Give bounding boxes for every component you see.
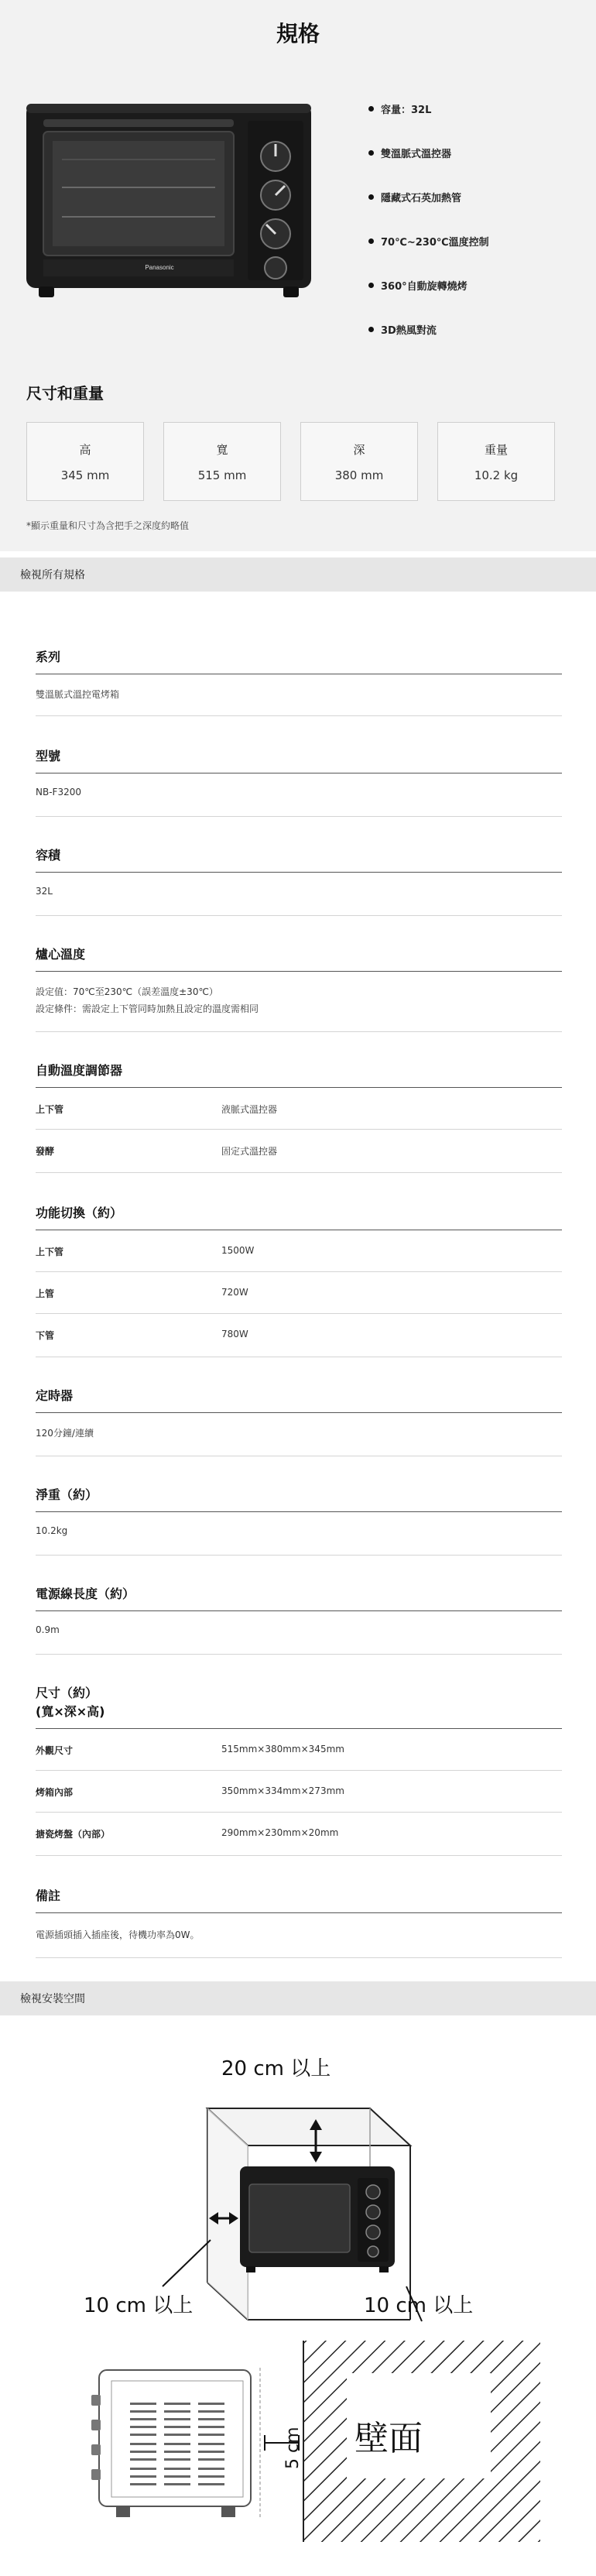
spec-label: 上下管 [36,1104,64,1115]
divider [36,1610,562,1611]
spec-value-model: NB-F3200 [36,787,81,797]
divider [36,872,562,873]
spec-label: 烤箱內部 [36,1787,74,1798]
spec-title-size-sub: (寬×深×高) [36,1704,105,1719]
dimensions-title: 尺寸和重量 [26,384,104,403]
oven-image [22,101,316,306]
dimension-card-height: 高 345 mm [26,422,144,501]
right-clearance-label: 10 cm 以上 [364,2294,474,2317]
spec-label: 搪瓷烤盤（內部） [36,1829,111,1840]
spec-label: 發酵 [36,1146,55,1157]
spec-overview [0,0,596,551]
divider [36,1087,562,1088]
spec-title-capacity: 容積 [36,848,61,863]
dimension-card-depth: 深 380 mm [300,422,418,501]
view-all-specs-toggle[interactable]: 檢視所有規格 [0,557,596,592]
feature-list [368,87,585,352]
spec-value: 515mm×380mm×345mm [221,1744,344,1754]
feature-item: 容量：32L [368,87,585,131]
spec-value: 液脈式溫控器 [221,1104,278,1115]
feature-item: 70℃~230℃溫度控制 [368,219,585,263]
spec-value-temperature-2: 設定條件：需設定上下管同時加熱且設定的溫度需相同 [36,1003,259,1014]
divider [36,1654,562,1655]
spec-label: 上管 [36,1288,55,1299]
spec-value: 1500W [221,1245,255,1256]
spec-title-series: 系列 [36,650,61,664]
bullet-icon [368,327,374,332]
spec-value-temperature-1: 設定值：70℃至230℃（誤差溫度±30℃） [36,986,218,997]
divider [36,1172,562,1173]
bullet-icon [368,106,374,111]
brand-logo: Panasonic [145,264,174,271]
spec-value-remarks: 電源插頭插入插座後，待機功率為0W。 [36,1929,200,1940]
back-clearance-label: 5 cm [283,2427,303,2469]
divider [36,915,562,916]
divider [36,1912,562,1913]
feature-item: 雙溫脈式溫控器 [368,131,585,175]
feature-item: 3D熱風對流 [368,307,585,352]
spec-title-thermostat: 自動溫度調節器 [36,1063,123,1078]
spec-label: 下管 [36,1330,55,1341]
divider [36,1812,562,1813]
divider [36,715,562,716]
spec-title-model: 型號 [36,749,61,763]
install-diagram [0,2015,596,2576]
spec-label: 上下管 [36,1247,64,1257]
bullet-icon [368,238,374,244]
divider [36,1728,562,1729]
divider [36,1129,562,1130]
spec-title-remarks: 備註 [36,1888,61,1903]
divider [36,1855,562,1856]
divider [36,1957,562,1958]
divider [36,1555,562,1556]
spec-title-temperature: 爐心溫度 [36,947,86,962]
dimension-card-width: 寬 515 mm [163,422,281,501]
spec-value-capacity: 32L [36,886,53,897]
spec-value: 720W [221,1287,248,1298]
divider [36,1412,562,1413]
spec-title-size: 尺寸（約） [36,1686,98,1700]
dimensions-row [26,422,555,501]
spec-value: 固定式溫控器 [221,1146,278,1157]
bullet-icon [368,283,374,288]
left-clearance-label: 10 cm 以上 [84,2294,194,2317]
spec-value-series: 雙溫脈式溫控電烤箱 [36,689,120,700]
feature-item: 隱藏式石英加熱管 [368,175,585,219]
spec-label: 外觀尺寸 [36,1745,74,1756]
spec-value-cord: 0.9m [36,1624,60,1635]
spec-value: 290mm×230mm×20mm [221,1827,339,1838]
feature-item: 360°自動旋轉燒烤 [368,263,585,307]
dimensions-note: *顯示重量和尺寸為含把手之深度約略值 [26,520,190,531]
spec-value: 780W [221,1329,248,1339]
spec-value-weight: 10.2kg [36,1525,68,1536]
spec-value: 350mm×334mm×273mm [221,1785,344,1796]
spec-title-timer: 定時器 [36,1388,74,1403]
divider [36,1031,562,1032]
spec-value-timer: 120分鐘/連續 [36,1428,94,1439]
bullet-icon [368,150,374,156]
bullet-icon [368,194,374,200]
divider [36,1770,562,1771]
spec-title-weight: 淨重（約） [36,1487,98,1502]
divider [36,816,562,817]
spec-title-cord: 電源線長度（約） [36,1586,135,1601]
divider [36,1313,562,1314]
wall-label: 壁面 [355,2419,423,2458]
view-install-space-toggle[interactable]: 檢視安裝空間 [0,1981,596,2015]
spec-title-power: 功能切換（約） [36,1206,123,1220]
page-title: 規格 [276,21,320,46]
spec-table [0,592,596,1981]
divider [36,1511,562,1512]
dimension-card-weight: 重量 10.2 kg [437,422,555,501]
divider [36,971,562,972]
divider [36,1271,562,1272]
top-clearance-label: 20 cm 以上 [221,2057,331,2080]
